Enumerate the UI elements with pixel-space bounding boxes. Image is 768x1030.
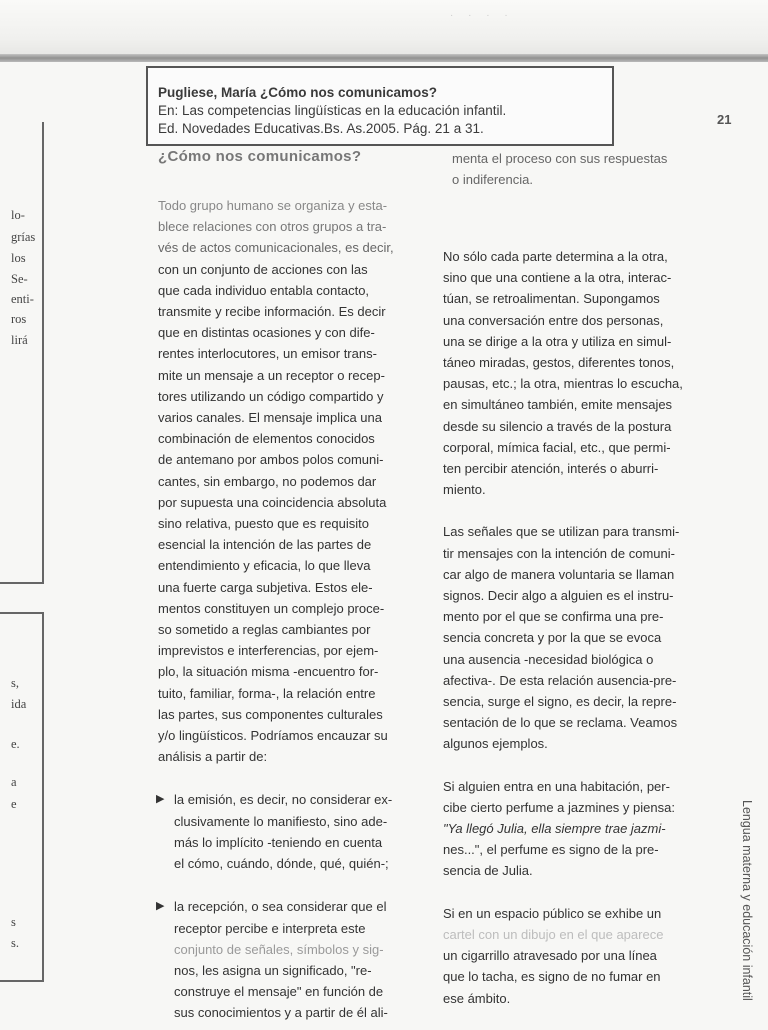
fragment: s <box>11 915 16 929</box>
text-line: tuito, familiar, forma-, la relación entre <box>158 685 376 701</box>
text-line: nes...", el perfume es signo de la pre- <box>443 842 659 858</box>
text-line: sencia de Julia. <box>443 863 533 879</box>
paragraph-perfume-example <box>443 776 713 882</box>
text-line: mentos constituyen un complejo proce- <box>158 600 385 616</box>
text-line: con un conjunto de acciones con las <box>158 261 368 277</box>
fragment: grías <box>11 230 36 244</box>
text-line: la emisión, es decir, no considerar ex- <box>174 792 393 808</box>
right-column <box>443 246 713 1009</box>
text-line: el cómo, cuándo, dónde, qué, quién-; <box>174 856 389 872</box>
text-line: ten percibir atención, interés o aburri- <box>443 461 659 477</box>
left-frame-line-1 <box>42 122 44 584</box>
text-line: Si alguien entra en una habitación, per- <box>443 778 670 794</box>
text-line: plo, la situación misma -encuentro for- <box>158 664 379 680</box>
text-line: sus conocimientos y a partir de él ali- <box>174 1005 388 1021</box>
fragment: los <box>11 251 26 265</box>
text-line: construye el mensaje" en función de <box>174 984 384 1000</box>
text-line: rentes interlocutores, un emisor trans- <box>158 346 377 362</box>
text-line: y/o lingüísticos. Podríamos encauzar su <box>158 728 388 744</box>
text-line: una se dirige a la otra y utiliza en simul- <box>443 333 672 349</box>
text-line: tores utilizando un código compartido y <box>158 388 384 404</box>
text-line: que cada individuo entabla contacto, <box>158 282 370 298</box>
text-line: una ausencia -necesidad biológica o <box>443 651 654 667</box>
left-frame-top-2 <box>0 612 44 614</box>
fragment: Se- <box>11 272 28 286</box>
scan-noise: · · · · <box>450 10 514 21</box>
text-line: más lo implícito -teniendo en cuenta <box>174 834 383 850</box>
text-line: sencia, surge el signo, es decir, la repre- <box>443 694 677 710</box>
text-line: cantes, sin embargo, no podemos dar <box>158 473 377 489</box>
text-line: esencial la intención de las partes de <box>158 537 372 553</box>
top-rule <box>0 54 768 62</box>
fragment: s, <box>11 676 19 690</box>
left-frame-bottom-2 <box>0 980 44 982</box>
continued-text <box>452 148 712 190</box>
paragraph-signs <box>443 521 713 754</box>
text-line: mite un mensaje a un receptor o recep- <box>158 367 385 383</box>
text-line: car algo de manera voluntaria se llaman <box>443 566 675 582</box>
text-line: una conversación entre dos personas, <box>443 312 664 328</box>
text-line: blece relaciones con otros grupos a tra- <box>158 219 387 235</box>
text-line: corporal, mímica facial, etc., que permi- <box>443 439 671 455</box>
text-line: entendimiento y eficacia, lo que lleva <box>158 558 371 574</box>
text-line: la recepción, o sea considerar que el <box>174 899 387 915</box>
paragraph-interaction <box>443 246 713 500</box>
fragment: lirá <box>11 333 28 347</box>
fragment: s. <box>11 936 19 950</box>
text-line: que lo tacha, es signo de no fumar en <box>443 969 661 985</box>
text-line: en simultáneo también, emite mensajes <box>443 397 673 413</box>
text-line: las partes, sus componentes culturales <box>158 706 383 722</box>
text-line: que en distintas ocasiones y con dife- <box>158 325 375 341</box>
text-line: imprevistos e interferencias, por ejem- <box>158 643 379 659</box>
text-line: cibe cierto perfume a jazmines y piensa: <box>443 799 675 815</box>
text-line: o indiferencia. <box>452 172 533 188</box>
fragment: enti- <box>11 292 34 306</box>
text-line: sentación de lo que se reclama. Veamos <box>443 715 678 731</box>
page-number: 21 <box>717 112 732 127</box>
citation-line-3: Ed. Novedades Educativas.Bs. As.2005. Pág. 21 a 31. <box>158 121 484 136</box>
text-line: "Ya llegó Julia, ella siempre trae jazmi- <box>443 821 666 837</box>
text-line: cartel con un dibujo en el que aparece <box>443 926 664 942</box>
fragment: e. <box>11 737 20 751</box>
bullet-item-emision <box>158 789 420 874</box>
text-line: sino que una contiene a la otra, interac- <box>443 270 672 286</box>
left-frame-line-2 <box>42 612 44 982</box>
text-line: clusivamente lo manifiesto, sino ade- <box>174 813 388 829</box>
text-line: nos, les asigna un significado, "re- <box>174 962 372 978</box>
text-line: ese ámbito. <box>443 990 511 1006</box>
text-line: receptor percibe e interpreta este <box>174 920 366 936</box>
text-line: táneo miradas, gestos, diferentes tonos, <box>443 355 675 371</box>
running-side-title: Lengua materna y educación infantil <box>740 800 754 1001</box>
text-line: mento por el que se confirma una pre- <box>443 609 664 625</box>
text-line: algunos ejemplos. <box>443 736 548 752</box>
citation-line-1: Pugliese, María ¿Cómo nos comunicamos? <box>158 85 438 100</box>
text-line: transmite y recibe información. Es decir <box>158 304 386 320</box>
top-scan-shadow <box>0 0 768 56</box>
fragment: ida <box>11 697 27 711</box>
text-line: combinación de elementos conocidos <box>158 431 375 447</box>
text-line: por supuesta una coincidencia absoluta <box>158 494 387 510</box>
fragment: a <box>11 775 17 789</box>
paragraph-smoking-example <box>443 903 713 1009</box>
bullet-icon: ▶ <box>156 793 165 806</box>
fragment: lo- <box>11 208 25 222</box>
text-line: signos. Decir algo a alguien es el instru- <box>443 588 674 604</box>
text-line: so sometido a reglas cambiantes por <box>158 622 371 638</box>
bullet-icon: ▶ <box>156 900 165 913</box>
citation-box <box>146 66 614 146</box>
text-line: Si en un espacio público se exhibe un <box>443 905 662 921</box>
text-line: sino relativa, puesto que es requisito <box>158 516 370 532</box>
citation-line-2: En: Las competencias lingüísticas en la educación infantil. <box>158 103 507 118</box>
text-line: desde su silencio a través de la postura <box>443 418 672 434</box>
text-line: sencia concreta y por la que se evoca <box>443 630 662 646</box>
left-frame-bottom-1 <box>0 582 44 584</box>
text-line: túan, se retroalimentan. Supongamos <box>443 291 660 307</box>
text-line: afectiva-. De esta relación ausencia-pre- <box>443 672 677 688</box>
text-line: menta el proceso con sus respuestas <box>452 151 668 166</box>
text-line: conjunto de señales, símbolos y sig- <box>174 941 384 957</box>
left-column <box>158 195 420 1024</box>
fragment: e <box>11 797 17 811</box>
fragment: ros <box>11 312 27 326</box>
article-title: ¿Cómo nos comunicamos? <box>158 148 362 165</box>
text-line: vés de actos comunicacionales, es decir, <box>158 240 394 256</box>
text-line: un cigarrillo atravesado por una línea <box>443 948 657 964</box>
text-line: miento. <box>443 482 486 498</box>
text-line: una fuerte carga subjetiva. Estos ele- <box>158 579 373 595</box>
text-line: de antemano por ambos polos comuni- <box>158 452 384 468</box>
text-line: tir mensajes con la intención de comuni- <box>443 545 675 561</box>
text-line: varios canales. El mensaje implica una <box>158 410 382 426</box>
text-line: análisis a partir de: <box>158 749 268 765</box>
text-line: pausas, etc.; la otra, mientras lo escucha, <box>443 376 683 392</box>
bullet-item-recepcion <box>158 896 420 1023</box>
text-line: No sólo cada parte determina a la otra, <box>443 249 668 264</box>
text-line: Todo grupo humano se organiza y esta- <box>158 198 388 213</box>
text-line: Las señales que se utilizan para transmi- <box>443 524 680 540</box>
